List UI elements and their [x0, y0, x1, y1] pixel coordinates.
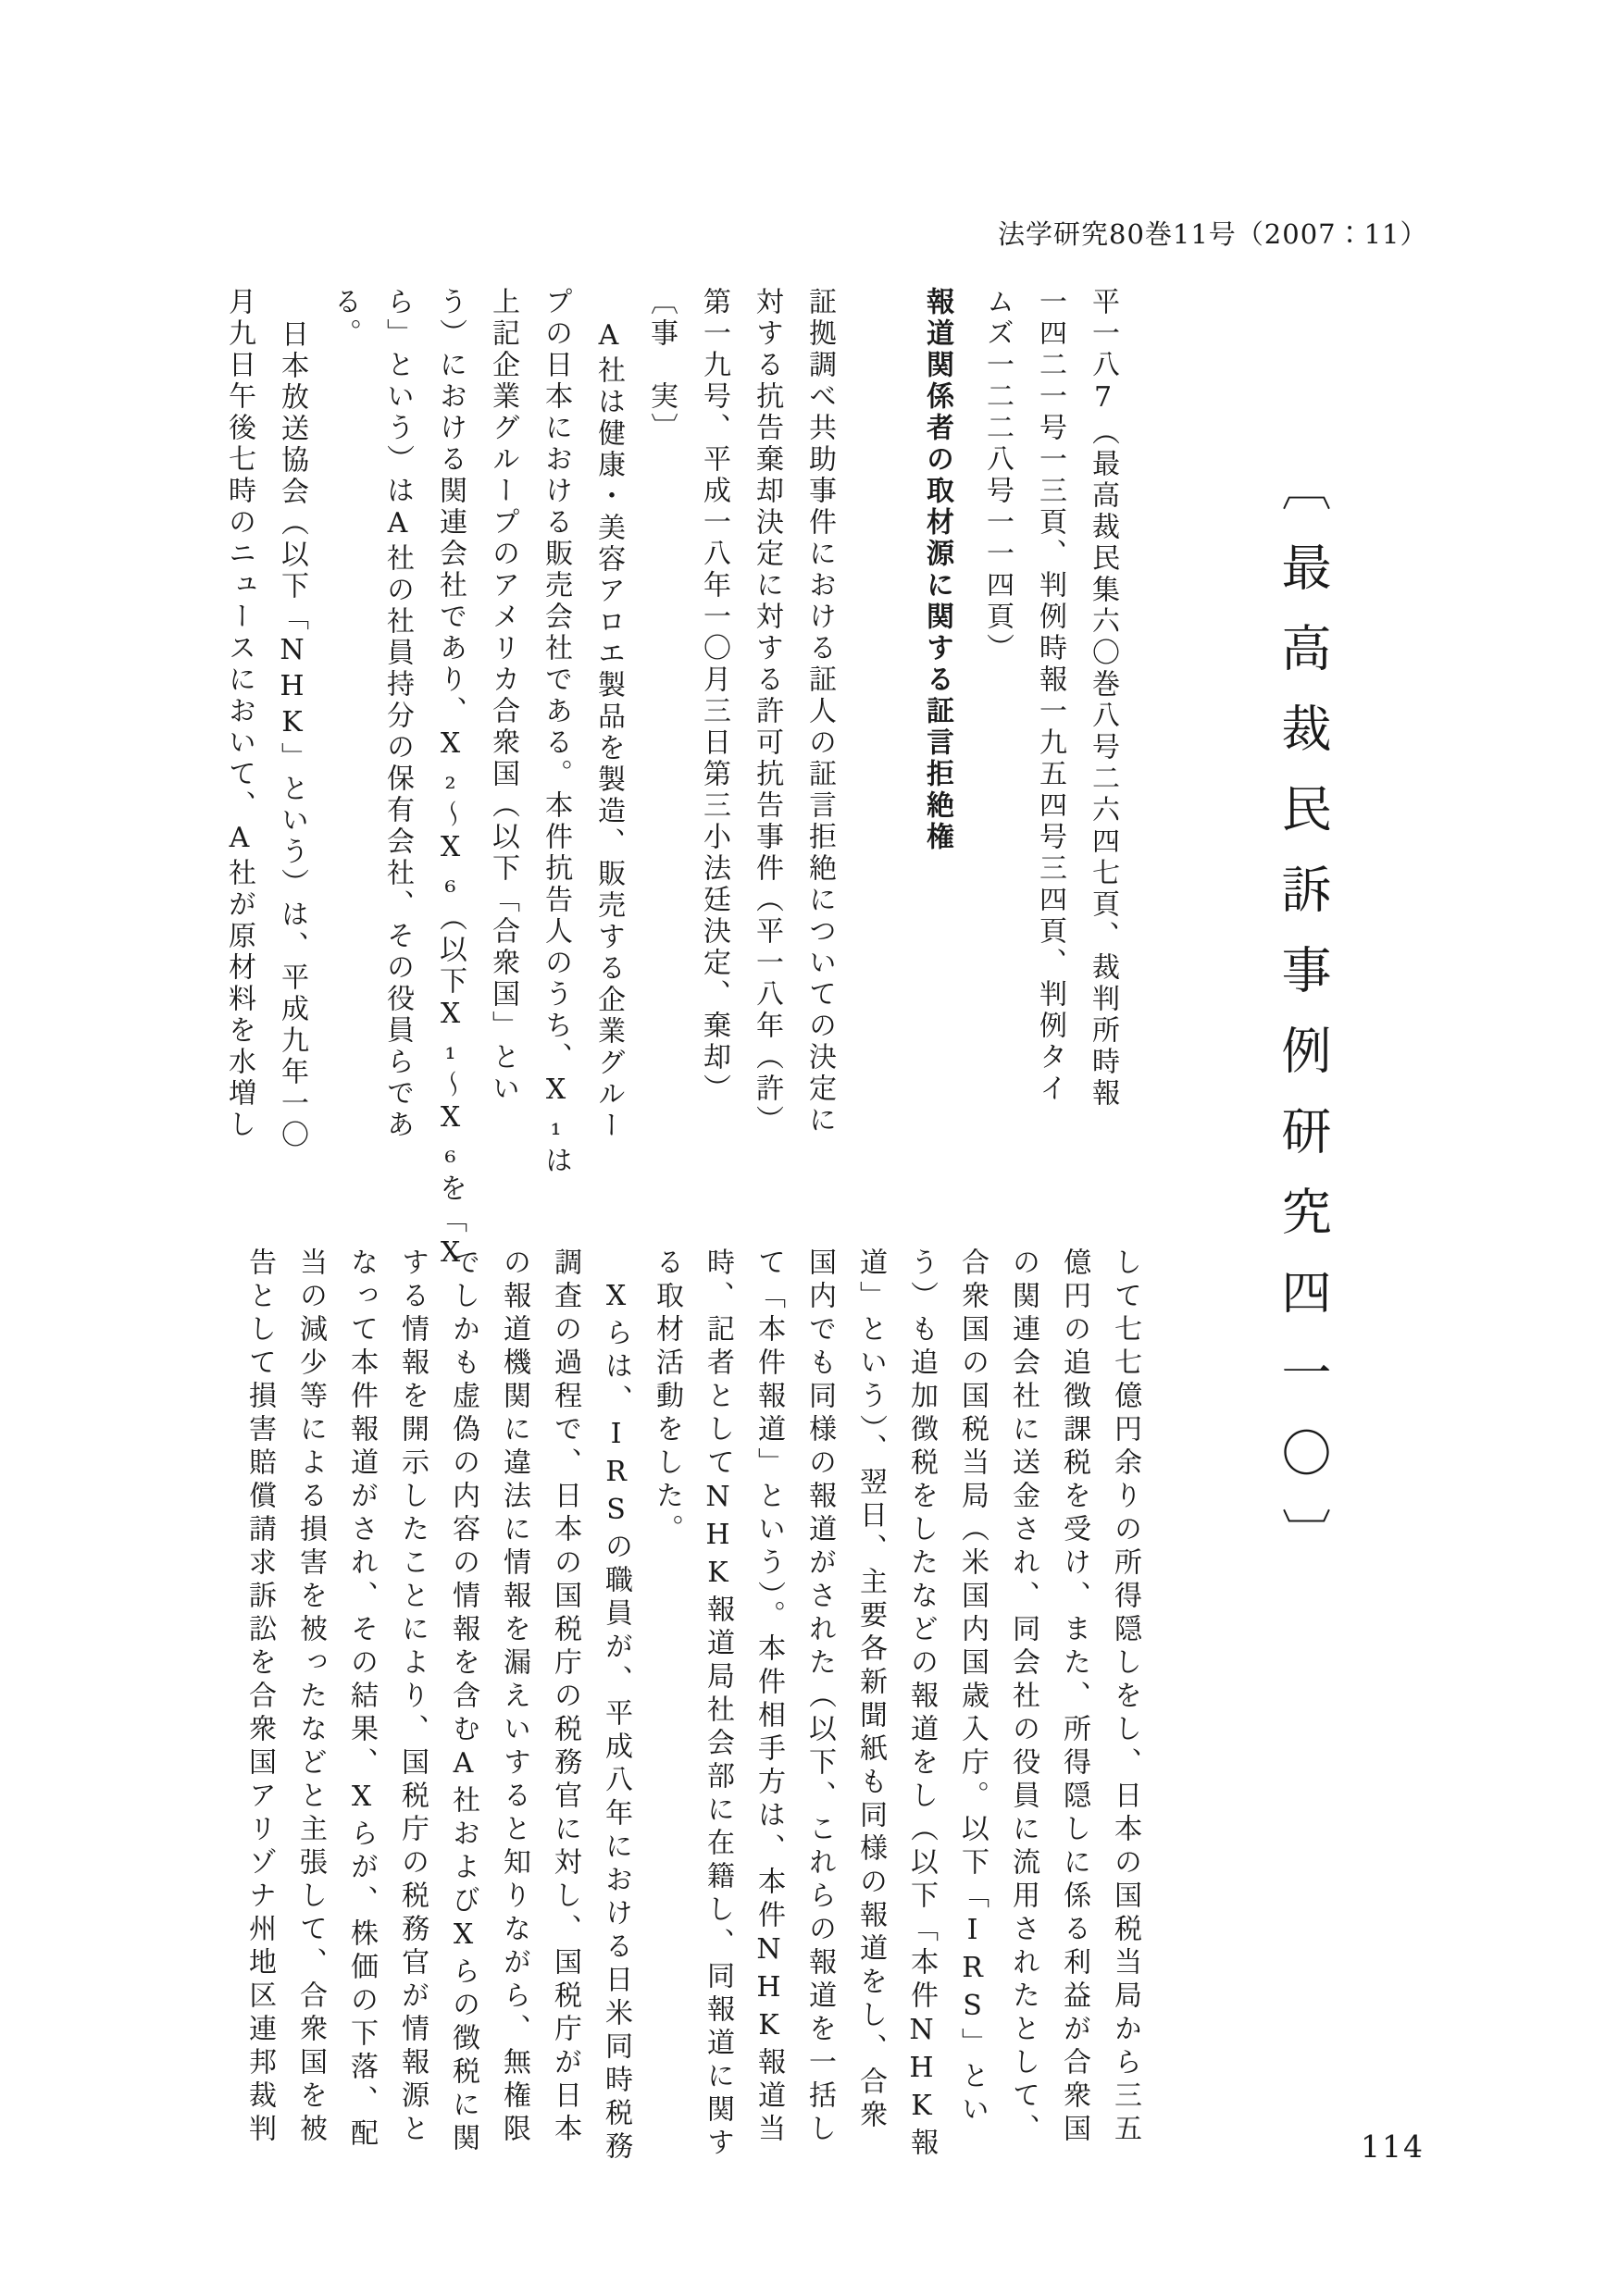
- facts-body-line: なって本件報道がされ、その結果、Xらが、株価の下落、配: [345, 1247, 378, 2152]
- lower-text-block: [234, 1247, 1151, 2164]
- procedure-line-2: 対する抗告棄却決定に対する許可抗告事件（平一八年（許）: [751, 287, 783, 1136]
- facts-body-line: う）も追加徴税をしたなどの報道をし（以下「本件NHK報: [905, 1247, 938, 2161]
- facts-body-line: の報道機関に違法に情報を漏えいすると知りながら、無権限: [498, 1247, 530, 2147]
- facts-body-line: う）における関連会社であり、X₂〜X₆（以下X₁〜X₆を「X: [434, 287, 467, 1272]
- facts-body-line: 上記企業グループのアメリカ合衆国（以下「合衆国」とい: [487, 287, 519, 1105]
- facts-body-line: る取材活動をした。: [651, 1247, 683, 1547]
- facts-body-line: 億円の追徴課税を受け、また、所得隠しに係る利益が合衆国: [1058, 1247, 1090, 2147]
- case-citation-line-3: ムズ一二二八号一一四頁）: [981, 287, 1014, 664]
- journal-issue-header: 法学研究80巻11号（2007：11）: [998, 218, 1428, 250]
- facts-body-line: でしかも虚偽の内容の情報を含むA社およびXらの徴税に関: [447, 1247, 479, 2156]
- facts-body-line: る。: [329, 287, 361, 350]
- facts-body-line: して七七億円余りの所得隠しをし、日本の国税当局から三五: [1109, 1247, 1141, 2147]
- facts-body-line: 告として損害賠償請求訴訟を合衆国アリゾナ州地区連邦裁判: [243, 1247, 276, 2147]
- facts-body-line: 日本放送協会（以下「NHK」という）は、平成九年一〇: [276, 319, 308, 1151]
- case-citation-line-1: 平一八7（最高裁民集六〇巻八号二六四七頁、裁判所時報: [1087, 287, 1119, 1110]
- facts-body-line: 合衆国の国税当局（米国内国歳入庁。以下「IRS」とい: [956, 1247, 989, 2128]
- facts-body-line: する情報を開示したことにより、国税庁の税務官が情報源と: [396, 1247, 429, 2147]
- page-number: 114: [1361, 2128, 1425, 2165]
- facts-section-heading: 〔事 実〕: [645, 287, 678, 444]
- facts-body-line: ら」という）はA社の社員持分の保有会社、その役員らであ: [381, 287, 414, 1141]
- case-citation-line-2: 一四二一号一三頁、判例時報一九五四号三四頁、判例タイ: [1034, 287, 1066, 1105]
- facts-body-line: 時、記者としてNHK報道局社会部に在籍し、同報道に関す: [702, 1247, 734, 2161]
- facts-body-line: A社は健康・美容アロエ製品を製造、販売する企業グルー: [592, 319, 625, 1142]
- facts-body-line: 道」という）、翌日、主要各新聞紙も同様の報道をし、合衆: [854, 1247, 887, 2133]
- facts-body-line: Xらは、IRSの職員が、平成八年における日米同時税務: [600, 1280, 632, 2165]
- facts-body-line: の関連会社に送金され、同会社の役員に流用されたとして、: [1007, 1247, 1039, 2147]
- facts-body-line: 月九日午後七時のニュースにおいて、A社が原材料を水増し: [223, 287, 255, 1141]
- case-topic-heading: 報道関係者の取材源に関する証言拒絶権: [921, 287, 953, 853]
- article-title: 〔最高裁民訴事例研究四一〇〕: [1274, 461, 1332, 1588]
- facts-body-line: て「本件報道」という）。本件相手方は、本件NHK報道当: [753, 1247, 785, 2147]
- facts-body-line: 国内でも同様の報道がされた（以下、これらの報道を一括し: [803, 1247, 836, 2147]
- procedure-line-1: 証拠調べ共助事件における証人の証言拒絶についての決定に: [803, 287, 836, 1136]
- facts-body-line: 当の減少等による損害を被ったなどと主張して、合衆国を被: [294, 1247, 327, 2147]
- upper-text-block: [213, 287, 1129, 1272]
- facts-body-line: プの日本における販売会社である。本件抗告人のうち、X₁は: [540, 287, 572, 1177]
- facts-body-line: 調査の過程で、日本の国税庁の税務官に対し、国税庁が日本: [549, 1247, 581, 2147]
- procedure-line-3: 第一九号、平成一八年一〇月三日第三小法廷決定、棄却）: [698, 287, 730, 1105]
